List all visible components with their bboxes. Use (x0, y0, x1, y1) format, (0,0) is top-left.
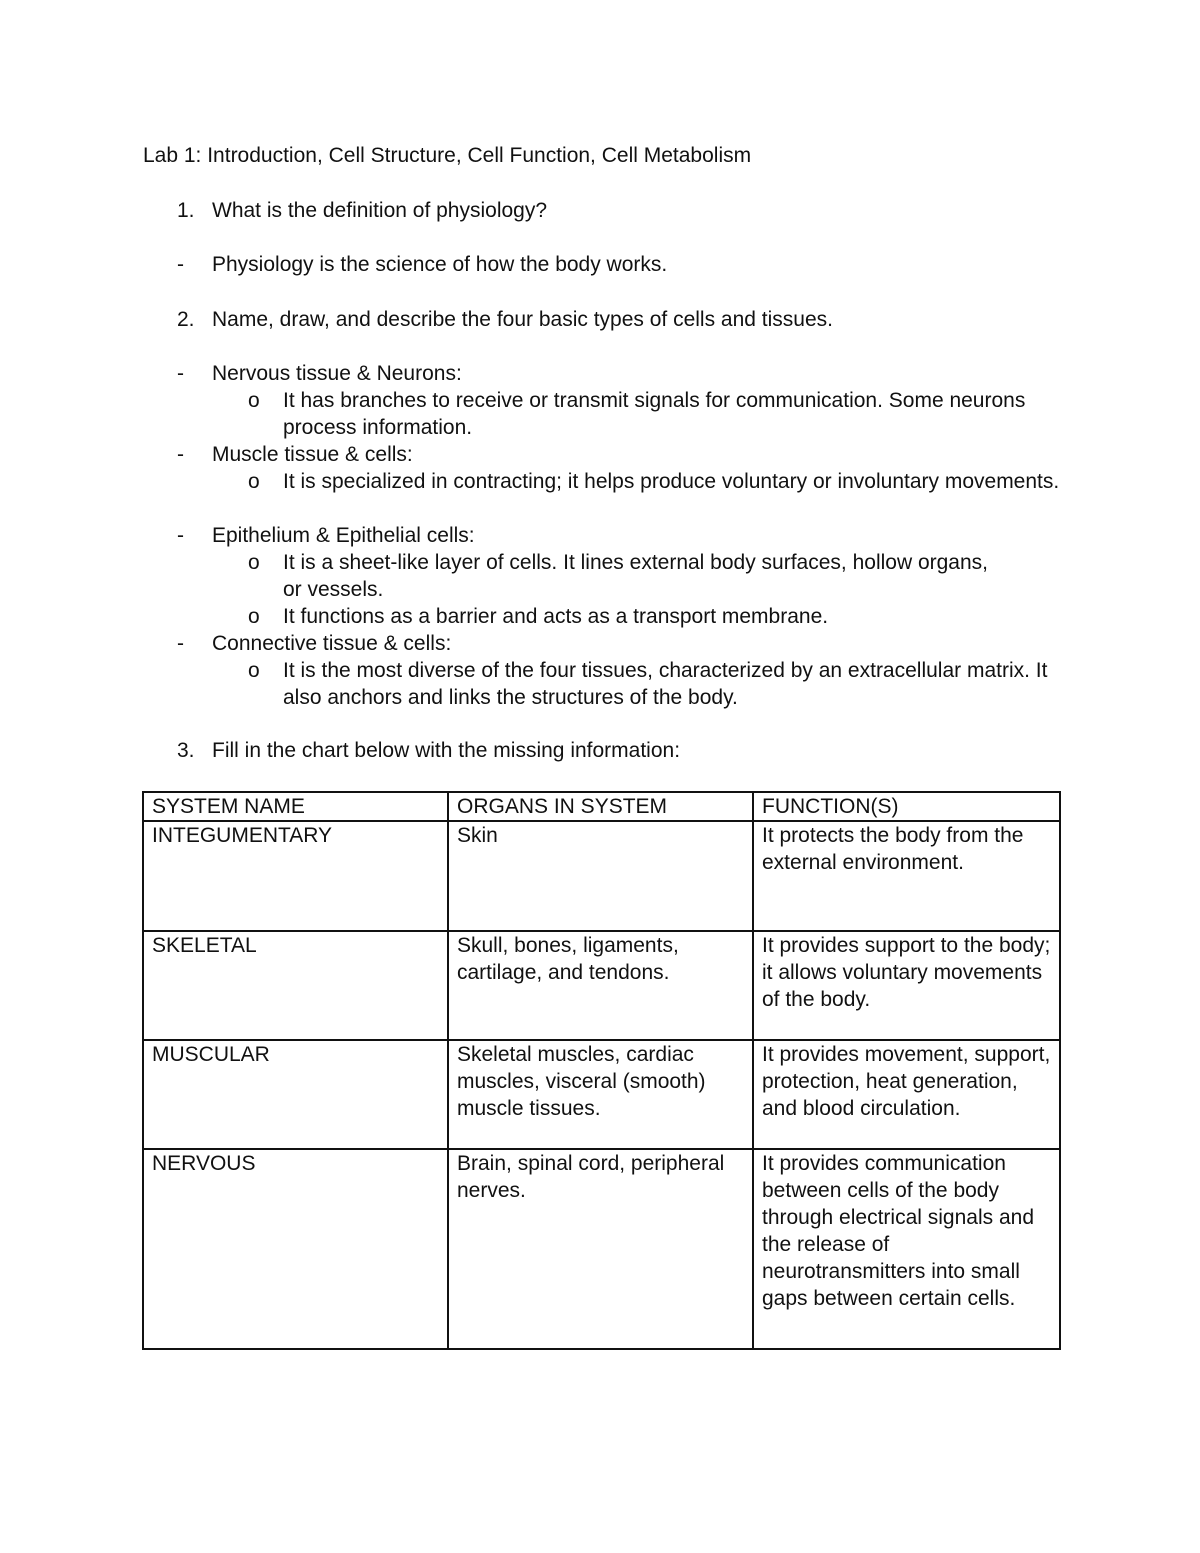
dash-marker: - (177, 253, 184, 276)
question-text: What is the definition of physiology? (212, 199, 548, 222)
dash-marker: - (177, 362, 184, 385)
system-name-cell: SKELETAL (143, 931, 448, 1040)
question-number: 3. (177, 739, 195, 762)
question-number: 1. (177, 199, 195, 222)
tissue-description: It is specialized in contracting; it helps produce voluntary or involuntary movements. (283, 470, 1060, 493)
function-cell: It protects the body from the external environment. (753, 821, 1060, 931)
function-cell: It provides support to the body; it allows voluntary movements of the body. (753, 931, 1060, 1040)
table-header-row (143, 792, 1060, 821)
question-number: 2. (177, 308, 195, 331)
question-text: Fill in the chart below with the missing information: (212, 739, 681, 762)
function-cell: It provides communication between cells of the body through electrical signals and the release of neurotransmitters into small gaps between certain cells. (753, 1149, 1060, 1349)
dash-marker: - (177, 632, 184, 655)
header-system-name: SYSTEM NAME (143, 792, 448, 821)
tissue-label-connective: Connective tissue & cells: (212, 632, 452, 655)
bullet-marker: o (248, 470, 260, 493)
tissue-label-epithelium: Epithelium & Epithelial cells: (212, 524, 475, 547)
table-row (143, 1040, 1060, 1149)
organs-cell: Skeletal muscles, cardiac muscles, visceral (smooth) muscle tissues. (448, 1040, 753, 1149)
answer-1: Physiology is the science of how the body works. (212, 253, 668, 276)
bullet-marker: o (248, 659, 260, 682)
organs-cell: Brain, spinal cord, peripheral nerves. (448, 1149, 753, 1349)
organs-cell: Skin (448, 821, 753, 931)
header-organs: ORGANS IN SYSTEM (448, 792, 753, 821)
table-row (143, 1149, 1060, 1349)
tissue-label-nervous: Nervous tissue & Neurons: (212, 362, 462, 385)
tissue-label-muscle: Muscle tissue & cells: (212, 443, 413, 466)
systems-table (142, 791, 1061, 1350)
tissue-description: It functions as a barrier and acts as a transport membrane. (283, 605, 829, 628)
organs-cell: Skull, bones, ligaments, cartilage, and tendons. (448, 931, 753, 1040)
document-title: Lab 1: Introduction, Cell Structure, Cell Function, Cell Metabolism (143, 144, 752, 167)
tissue-description: It is the most diverse of the four tissues, characterized by an extracellular matrix. It also anchors and links the structures of the body. (283, 659, 1048, 709)
header-functions: FUNCTION(S) (753, 792, 1060, 821)
bullet-marker: o (248, 605, 260, 628)
bullet-marker: o (248, 389, 260, 412)
tissue-description: It has branches to receive or transmit signals for communication. Some neurons process information. (283, 389, 1026, 439)
tissue-description: It is a sheet-like layer of cells. It lines external body surfaces, hollow organs, or vessels. (283, 551, 988, 601)
question-text: Name, draw, and describe the four basic types of cells and tissues. (212, 308, 833, 331)
dash-marker: - (177, 524, 184, 547)
system-name-cell: NERVOUS (143, 1149, 448, 1349)
system-name-cell: INTEGUMENTARY (143, 821, 448, 931)
function-cell: It provides movement, support, protection, heat generation, and blood circulation. (753, 1040, 1060, 1149)
dash-marker: - (177, 443, 184, 466)
bullet-marker: o (248, 551, 260, 574)
table-row (143, 821, 1060, 931)
system-name-cell: MUSCULAR (143, 1040, 448, 1149)
table-row (143, 931, 1060, 1040)
